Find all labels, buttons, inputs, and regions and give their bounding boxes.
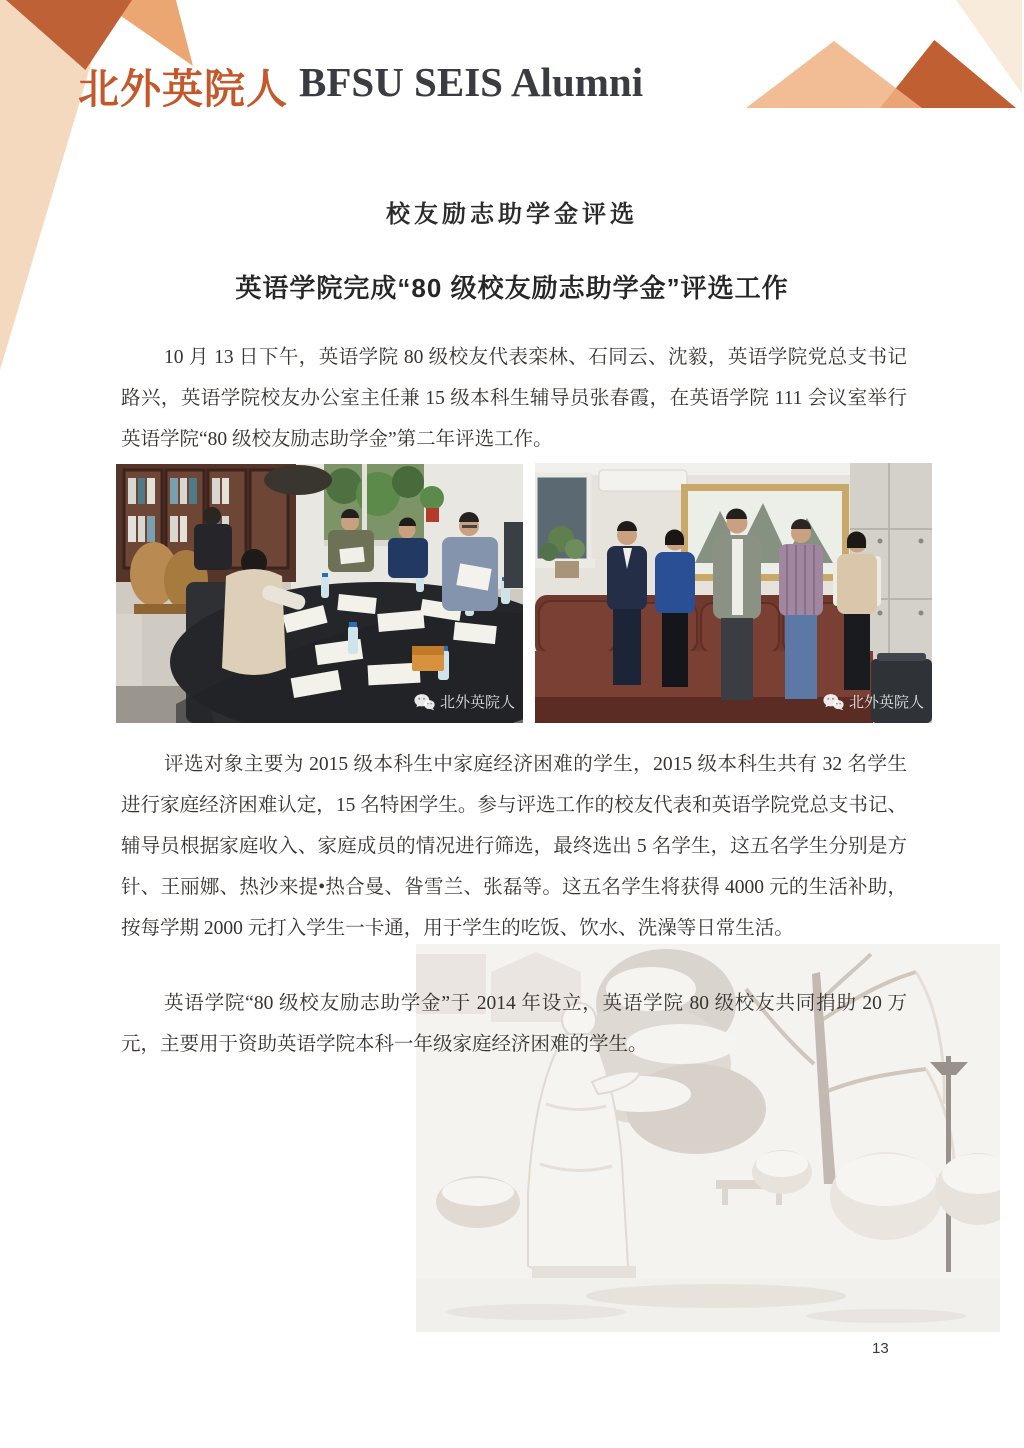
triangle-decoration-mountain-light xyxy=(746,41,922,108)
section-title: 校友励志助学金评选 xyxy=(386,201,638,228)
headline: 英语学院完成“80 级校友励志助学金”评选工作 xyxy=(235,273,789,303)
paragraph-2: 评选对象主要为 2015 级本科生中家庭经济困难的学生，2015 级本科生共有 32 名学生进行家庭经济困难认定，15 名特困学生。参与评选工作的校友代表和英语学院党总支书记、辅导员根据家庭收入、家庭成员的情况进行筛选，最终选出 5 名学生，这五名学生分别是方针、王丽娜、热沙来提•热合曼、昝雪兰、张磊等。这五名学生将获得 4000 元的生活补助，按每学期 2000 元打入学生一卡通，用于学生的吃饭、饮水、洗澡等日常生活。 xyxy=(121,754,907,939)
photo-meeting-room xyxy=(116,464,523,723)
wechat-icon xyxy=(414,693,435,711)
wechat-icon xyxy=(823,693,844,711)
photo-watermark xyxy=(414,691,515,712)
photo-watermark xyxy=(823,691,924,712)
logo-english: BFSU SEIS Alumni xyxy=(299,59,644,105)
group-portrait-illustration xyxy=(535,463,932,723)
photo-watermark-label: 北外英院人 xyxy=(848,694,924,711)
page-number: 13 xyxy=(872,1340,889,1357)
photo-watermark-label: 北外英院人 xyxy=(439,694,515,711)
logo-chinese: 北外英院人 xyxy=(78,66,288,112)
paragraph-3: 英语学院“80 级校友励志助学金”于 2014 年设立，英语学院 80 级校友共同捐助 20 万元，主要用于资助英语学院本科一年级家庭经济困难的学生。 xyxy=(121,993,907,1055)
paragraph-1: 10 月 13 日下午，英语学院 80 级校友代表栾林、石同云、沈毅，英语学院党总支书记路兴，英语学院校友办公室主任兼 15 级本科生辅导员张春霞，在英语学院 111 会议室举行英语学院“80 级校友励志助学金”第二年评选工作。 xyxy=(121,347,907,450)
photo-group-portrait xyxy=(535,463,932,723)
meeting-room-illustration xyxy=(116,464,523,723)
